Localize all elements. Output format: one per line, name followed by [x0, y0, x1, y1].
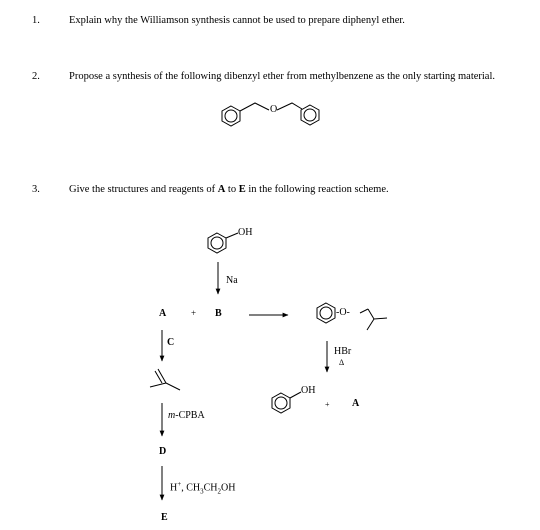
reagent-mcpba-rest: -CPBA: [175, 410, 205, 421]
reagent-mcpba-prefix: m: [168, 410, 176, 421]
double-bond-outer: [158, 369, 166, 383]
isobutylene-structure: [150, 369, 180, 390]
ether-chain: [240, 103, 269, 111]
reagent-label-c: C: [167, 337, 175, 348]
methyl-right: [166, 383, 180, 390]
phenol-oh-bottom-label: OH: [301, 385, 316, 396]
ether-oxygen-label: O: [270, 104, 278, 115]
reagent-mcpba: [168, 410, 205, 421]
reagent-acid-superscript: +: [177, 480, 182, 488]
question-3-text-middle: to: [225, 184, 239, 195]
compound-label-d: D: [159, 446, 167, 457]
aromatic-circle-right: [304, 109, 316, 121]
oh-bond: [226, 233, 238, 238]
question-1-number: 1.: [32, 15, 40, 26]
phenyl-isobutyl-ether-structure: [317, 303, 387, 330]
question-2-number: 2.: [32, 71, 40, 82]
question-3-text-before: Give the structures and reagents of: [69, 184, 218, 195]
compound-label-b: B: [215, 308, 222, 319]
product-ether-oxygen-label: -O-: [336, 307, 350, 318]
plus-sign-bottom: +: [325, 400, 330, 409]
oh-bond: [290, 392, 301, 398]
reagent-subscript-2: 2: [217, 487, 221, 496]
question-2-text: Propose a synthesis of the following dibenzyl ether from methylbenzene as the only starting material.: [69, 71, 496, 82]
isobutyl-branch: [367, 319, 374, 330]
reagent-subscript-1: 3: [200, 487, 204, 496]
compound-label-e: E: [161, 512, 168, 523]
reagent-acid-h: H: [170, 482, 178, 494]
question-1-text: Explain why the Williamson synthesis cannot be used to prepare diphenyl ether.: [69, 15, 405, 26]
aromatic-circle: [320, 307, 332, 319]
question-3-label-a: A: [217, 184, 226, 195]
phenol-oh-top-label: OH: [238, 227, 253, 238]
aromatic-circle-left: [225, 110, 237, 122]
reagent-acid-ethanol: [170, 479, 235, 497]
question-3-number: 3.: [32, 184, 40, 195]
reagent-hbr: HBr: [334, 346, 352, 357]
methyl-left: [150, 383, 166, 387]
isobutyl-chain: [368, 309, 387, 319]
reagent-acid-mid: , CH: [181, 482, 201, 494]
phenol-top-structure: [208, 233, 238, 253]
product-label-a: A: [352, 398, 360, 409]
aromatic-circle: [211, 237, 223, 249]
question-3-text-after: in the following reaction scheme.: [245, 184, 389, 195]
phenol-bottom-structure: [272, 392, 301, 413]
compound-label-a: A: [159, 308, 167, 319]
reagent-ch2: CH: [203, 482, 218, 494]
reagent-oh: OH: [221, 482, 236, 494]
reagent-heat: Δ: [339, 358, 345, 367]
plus-sign: +: [191, 308, 197, 318]
question-3-label-e: E: [238, 184, 246, 195]
double-bond-inner: [155, 371, 162, 383]
ether-bond-right: [360, 309, 368, 313]
ether-chain-right: [277, 103, 302, 110]
reagent-na: Na: [226, 275, 238, 286]
aromatic-circle: [275, 397, 287, 409]
